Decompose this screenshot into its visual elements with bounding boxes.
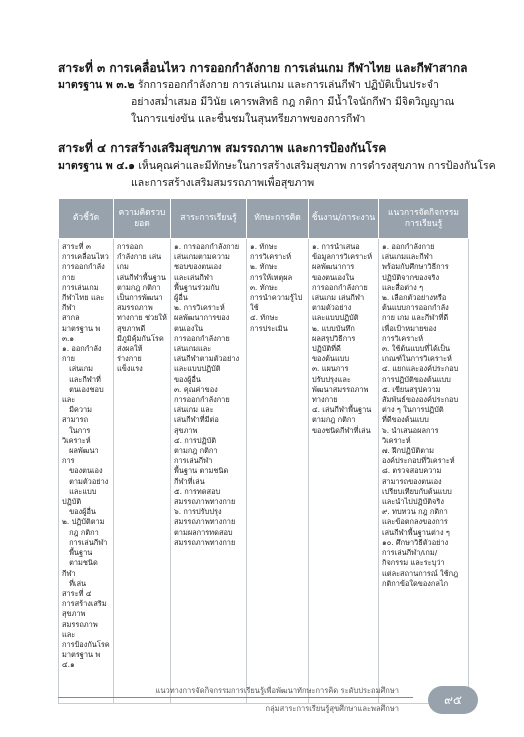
learning-plan-table [58,198,469,704]
page-number-badge: ๙๕ [428,686,478,714]
cell-activity: ๑. ออกกำลังกาย เล่นเกมและกีฬา พร้อมกับศึกษาวิธีการ ปฏิบัติจากของจริง และสื่อต่าง ๆ ๒. เลือกตัวอย่างหรือ ต้นแบบการออกกำลัง กาย เกม และกีฬาที่ดี เพื่อเป้าหมายของ การวิเคราะห์ ๓. ใช้ต้นแบบที่ได้เป็น เกณฑ์ในการวิเคราะห์ ๔. แยกและองค์ประกอบ การปฏิบัติของต้นแบบ ๕. เขียนสรุปความ สัมพันธ์ขององค์ประกอบ ต่าง ๆ ในการปฏิบัติ ที่ดีของต้นแบบ ๖. นำเสนอผลการ วิเคราะห์ ๗. ฝึกปฏิบัติตาม องค์ประกอบที่วิเคราะห์ ๘. ตรวจสอบความ สามารถของตนเอง เปรียบเทียบกับต้นแบบ และนำไปปฏิบัติจริง ๙. ทบทวน กฎ กติกา และข้อตกลงของการ เล่นกีฬาพื้นฐานต่าง ๆ ๑๐. ศึกษาวิธีตัวอย่าง การเล่นกีฬา/เกม/ กิจกรรม และระบุว่า แต่ละสถานการณ์ ใช้กฎ กติกาข้อใดของกลไก [379,239,469,704]
cell-work-task: ๑. การนำเสนอ ข้อมูลการวิเคราะห์ ผลพัฒนาการ ของตนเองใน การออกกำลังกาย เล่นเกม เล่นกีฬา ตามตัวอย่าง และแบบปฏิบัติ ๒. แบบบันทึก ผลสรุปวิธีการ ปฏิบัติที่ดี ของต้นแบบ ๓. แผนการ ปรับปรุงและ พัฒนาสมรรถภาพ ทางกาย ๔. เล่นกีฬาพื้นฐาน ตามกฎ กติกา ของชนิดกีฬาที่เล่น [309,239,379,704]
strand4-heading: สาระที่ ๔ การสร้างเสริมสุขภาพ สมรรถภาพ และการป้องกันโรค [58,141,387,155]
header-work-task: ชิ้นงาน/ภาระงาน [309,199,379,239]
cell-concept: การออก กำลังกาย เล่นเกม เล่นกีฬาพื้นฐาน ตามกฎ กติกา เป็นการพัฒนา สมรรถภาพ ทางกาย ช่วยให้ สุขภาพดี มีภูมิคุ้มกันโรค ส่งผลให้ร่างกาย แข็งแรง [114,239,171,704]
header-thinking-skill: ทักษะการคิด [247,199,309,239]
header-activity: แนวการจัดกิจกรรมการเรียนรู้ [379,199,469,239]
strand4-standard-line2: และการสร้างเสริมสมรรถภาพเพื่อสุขภาพ [131,177,315,189]
cell-content: ๑. การออกกำลังกาย เล่นเกมตามความ ชอบของตนเอง และเล่นกีฬา พื้นฐานร่วมกับ ผู้อื่น ๒. การวิเคราะห์ ผลพัฒนาการของ ตนเองใน การออกกำลังกาย เล่นเกมและ เล่นกีฬาตามตัวอย่าง และแบบปฏิบัติ ของผู้อื่น ๓. คุณค่าของ การออกกำลังกาย เล่นเกม และ เล่นกีฬาที่มีต่อ สุขภาพ ๔. การปฏิบัติ ตามกฎ กติกา การเล่นกีฬา พื้นฐาน ตามชนิด กีฬาที่เล่น ๕. การทดสอบ สมรรถภาพทางกาย ๖. การปรับปรุง สมรรถภาพทางกาย ตามผลการทดสอบ สมรรถภาพทางกาย [171,239,247,704]
footer-book-title: แนวทางการจัดกิจกรรมการเรียนรู้เพื่อพัฒนาทักษะการคิด ระดับประถมศึกษา [155,686,399,695]
footer-divider [58,697,413,698]
footer-subject: กลุ่มสาระการเรียนรู้สุขศึกษาและพลศึกษา [265,704,399,713]
strand3-standard-line2: อย่างสม่ำเสมอ มีวินัย เคารพสิทธิ กฎ กติกา มีน้ำใจนักกีฬา มีจิตวิญญาณ [131,96,455,108]
strand3-heading: สาระที่ ๓ การเคลื่อนไหว การออกกำลังกาย การเล่นเกม กีฬาไทย และกีฬาสากล [58,61,468,75]
strand4-standard-line1: เห็นคุณค่าและมีทักษะในการสร้างเสริมสุขภาพ การดำรงสุขภาพ การป้องกันโรค [138,160,496,172]
table-row [59,239,469,704]
strand3-standard-line1: รักการออกกำลังกาย การเล่นเกม และการเล่นกีฬา ปฏิบัติเป็นประจำ [137,79,439,91]
header-concept: ความคิดรวบยอด [114,199,171,239]
header-indicator: ตัวชี้วัด [59,199,114,239]
header-content: สาระการเรียนรู้ [171,199,247,239]
cell-thinking-skill: ๑. ทักษะ การวิเคราะห์ ๒. ทักษะ การให้เหตุผล ๓. ทักษะ การนำความรู้ไปใช้ ๔. ทักษะ การประเมิน [247,239,309,704]
table-header-row [59,199,469,239]
strand3-standard-line3: ในการแข่งขัน และชื่นชมในสุนทรียภาพของการกีฬา [131,113,366,125]
cell-indicator: สาระที่ ๓ การเคลื่อนไหว การออกกำลังกาย การเล่นเกม กีฬาไทย และกีฬา สากล มาตรฐาน พ ๓.๑ ๑. ออกกำลังกาย เล่นเกม และกีฬาที่ ตนเองชอบและ มีความสามารถ ในการวิเคราะห์ ผลพัฒนาการ ของตนเอง ตามตัวอย่าง และแบบปฏิบัติ ของผู้อื่น ๒. ปฏิบัติตาม กฎ กติกา การเล่นกีฬา พื้นฐาน ตามชนิดกีฬา ที่เล่น สาระที่ ๔ การสร้างเสริม สุขภาพ สมรรถภาพ และ การป้องกันโรค มาตรฐาน พ ๔.๑ [59,239,114,704]
strand4-standard [58,158,496,192]
strand3-standard [58,77,454,128]
strand3-standard-code: มาตรฐาน พ ๓.๒ [58,79,135,91]
strand4-standard-code: มาตรฐาน พ ๔.๑ [58,160,135,172]
